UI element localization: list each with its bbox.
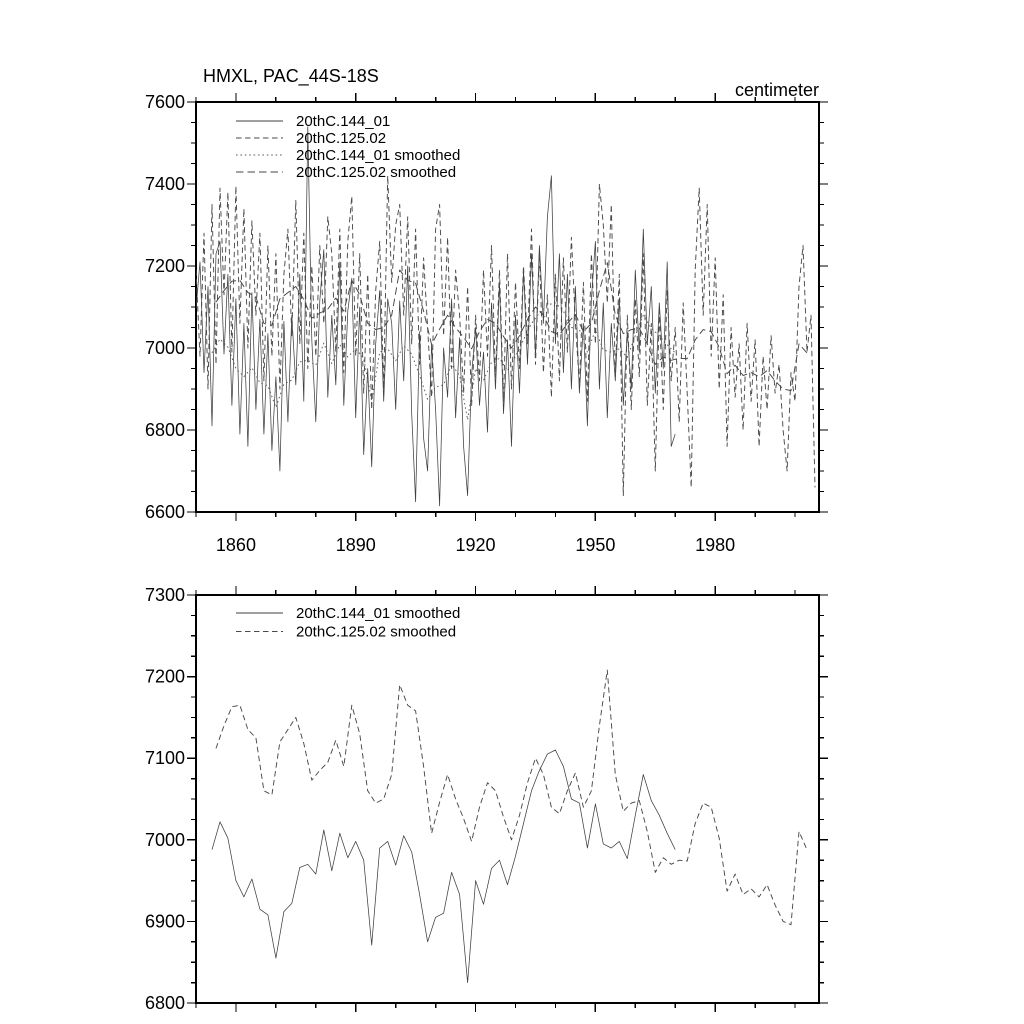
legend-label: 20thC.125.02 smoothed bbox=[296, 164, 457, 181]
legend bbox=[236, 113, 460, 181]
y-tick-label: 7200 bbox=[144, 666, 185, 687]
y-tick-label: 7000 bbox=[144, 829, 185, 850]
legend-label: 20thC.125.02 smoothed bbox=[296, 623, 457, 641]
x-tick-label: 1920 bbox=[455, 535, 496, 555]
legend bbox=[236, 605, 460, 641]
y-tick-label: 7200 bbox=[144, 256, 185, 276]
series-group bbox=[212, 670, 807, 983]
plot-frame bbox=[196, 595, 819, 1003]
y-tick-label: 6900 bbox=[144, 911, 185, 932]
series-line-smooth_144 bbox=[212, 750, 675, 983]
y-tick-label: 6800 bbox=[144, 420, 185, 440]
x-tick-label: 1980 bbox=[695, 535, 736, 555]
series-line-raw_125 bbox=[196, 176, 815, 496]
chart-panel-1 bbox=[145, 66, 828, 555]
y-tick-label: 7100 bbox=[144, 748, 185, 769]
unit-label: centimeter bbox=[734, 80, 819, 100]
legend-label: 20thC.144_01 smoothed bbox=[296, 605, 461, 622]
x-tick-label: 1890 bbox=[335, 535, 376, 555]
y-tick-label: 7300 bbox=[144, 585, 185, 605]
axis-ticks bbox=[187, 586, 828, 1012]
plot-frame bbox=[196, 102, 819, 512]
chart-panel-2 bbox=[145, 585, 828, 1013]
legend-label: 20thC.144_01 smoothed bbox=[296, 147, 461, 164]
series-group bbox=[196, 127, 815, 506]
y-tick-label: 6800 bbox=[144, 993, 185, 1013]
y-tick-label: 6600 bbox=[144, 502, 185, 522]
x-tick-label: 1860 bbox=[215, 535, 256, 555]
y-tick-label: 7000 bbox=[144, 338, 185, 358]
series-line-smooth_125 bbox=[216, 670, 807, 925]
chart-title: HMXL, PAC_44S-18S bbox=[203, 66, 379, 86]
x-tick-label: 1950 bbox=[575, 535, 616, 555]
y-tick-label: 7400 bbox=[144, 174, 185, 194]
series-line-raw_144 bbox=[196, 127, 675, 506]
legend-label: 20thC.144_01 bbox=[296, 113, 391, 130]
y-tick-label: 7600 bbox=[144, 92, 185, 112]
legend-label: 20thC.125.02 bbox=[296, 130, 387, 147]
